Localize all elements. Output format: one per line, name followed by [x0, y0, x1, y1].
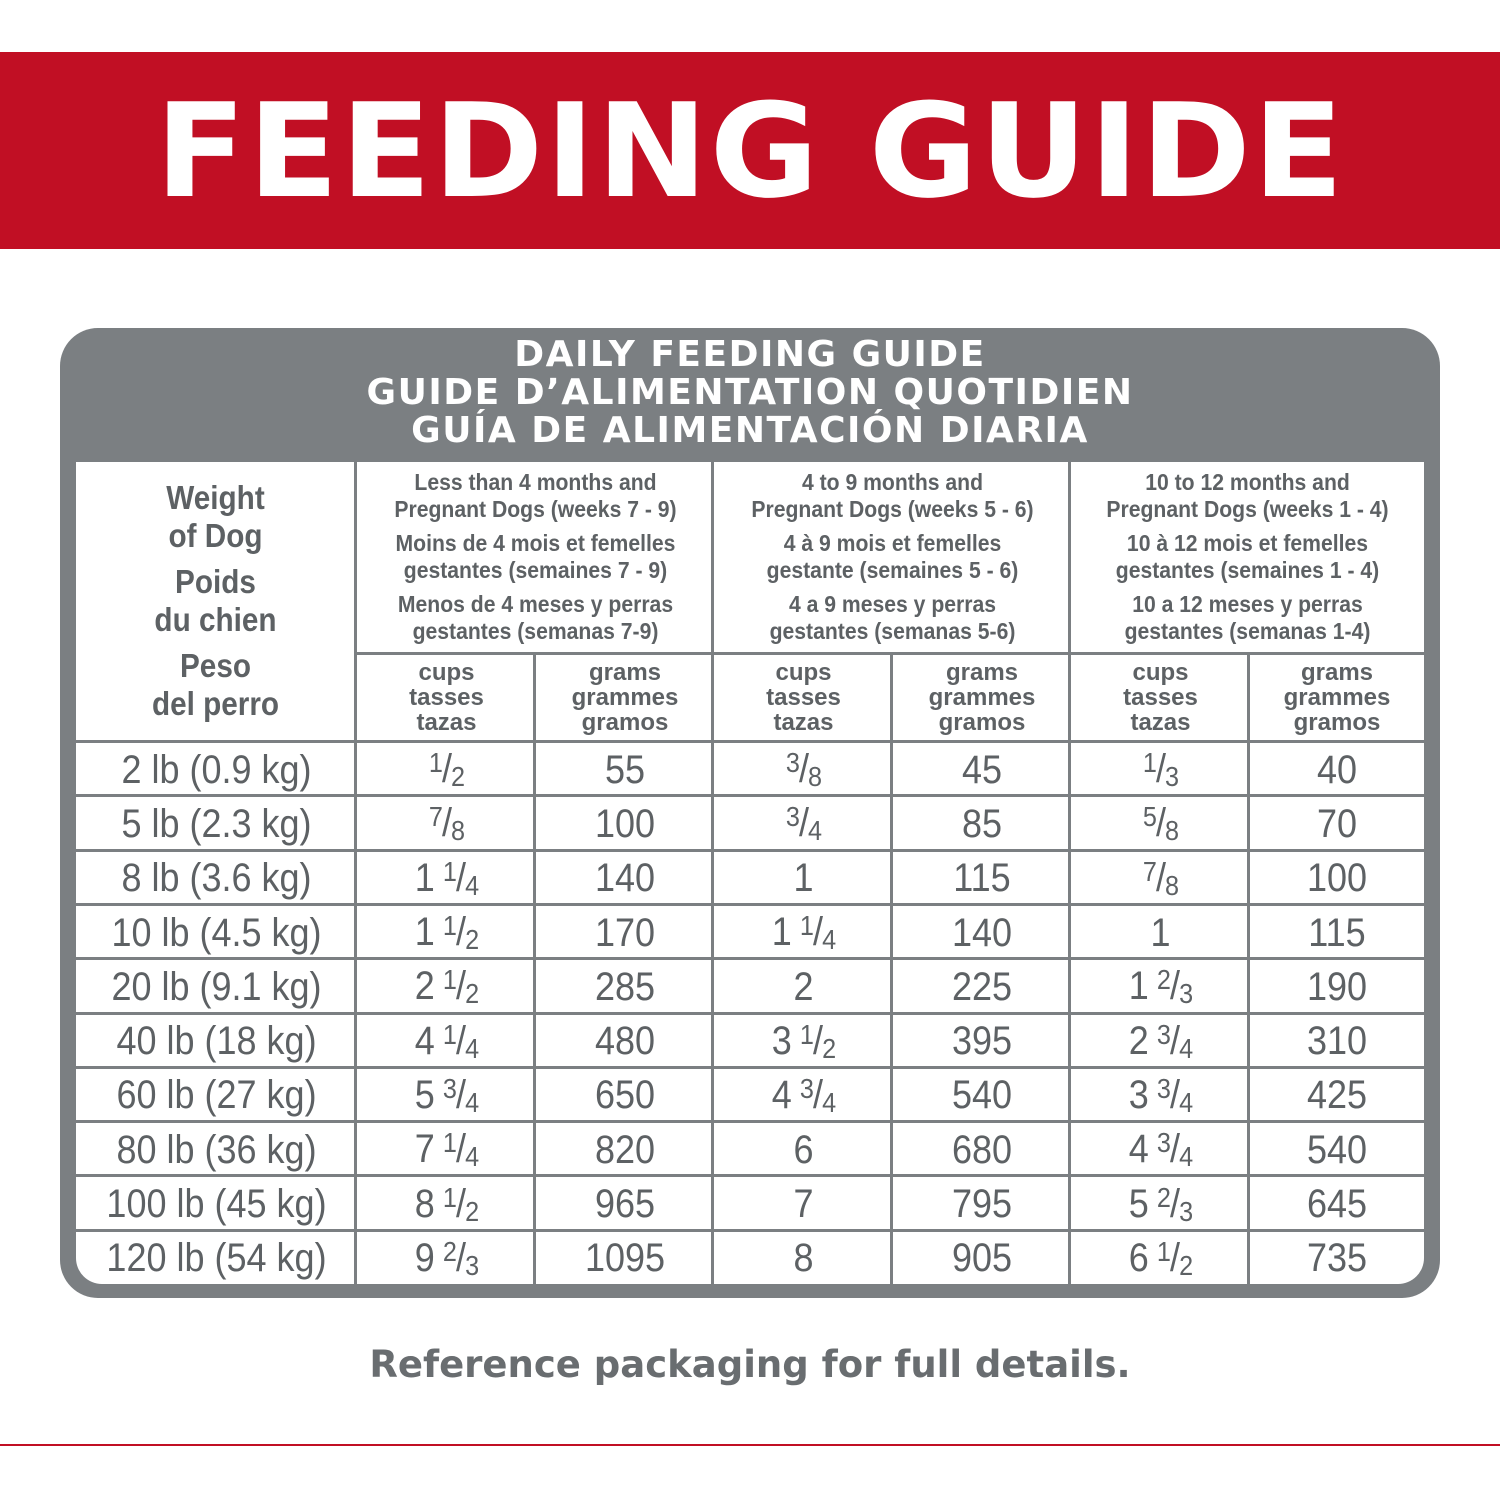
cups-cell: [366, 960, 527, 1014]
cups-fraction: 1 $^1$/4: [771, 910, 836, 956]
bottom-divider: [0, 1444, 1500, 1446]
weight-cell: 8 lb (3.6 kg): [121, 856, 312, 901]
grams-cell: 795: [951, 1182, 1013, 1227]
cups-fraction: 6 $^1$/2: [1128, 1235, 1193, 1281]
feeding-table: [76, 462, 1424, 1284]
cups-cell: 1: [1150, 910, 1171, 955]
grams-cell: 425: [1306, 1073, 1368, 1118]
grams-cell: 650: [594, 1073, 656, 1118]
cups-cell: 6: [793, 1127, 814, 1172]
grams-cell: 100: [1306, 856, 1368, 901]
cups-fraction: 5 $^3$/4: [414, 1072, 479, 1118]
table-row: [76, 852, 1424, 906]
cups-cell: [723, 797, 884, 851]
grams-cell: 55: [604, 747, 646, 792]
weight-header-fr-2: du chien: [154, 601, 277, 638]
cups-fraction: 4 $^3$/4: [1128, 1127, 1193, 1173]
cups-fraction: $^5$/8: [1142, 801, 1179, 847]
grams-cell: 905: [951, 1236, 1013, 1281]
grams-cell: 70: [1316, 801, 1358, 846]
table-row: [76, 1123, 1424, 1177]
row-divider: [76, 1120, 1424, 1123]
grams-header-1: [536, 655, 714, 740]
grams-cell: 965: [594, 1182, 656, 1227]
age-group-2-es-line-1: 4 a 9 meses y perras: [788, 591, 997, 617]
cups-fraction: 9 $^2$/3: [414, 1235, 479, 1281]
grams-cell: 100: [594, 801, 656, 846]
column-divider: [354, 462, 357, 1284]
age-group-3-es-line-1: 10 a 12 meses y perras: [1132, 591, 1363, 617]
column-divider: [1068, 462, 1071, 1284]
cups-cell: 8: [793, 1236, 814, 1281]
table-row: [76, 1015, 1424, 1069]
age-group-2-fr-line-2: gestante (semaines 5 - 6): [766, 557, 1019, 583]
weight-header-fr-1: Poids: [175, 563, 256, 600]
cups-cell: [366, 1015, 527, 1069]
cups-header-3-line-3: tazas: [1130, 709, 1191, 736]
age-group-2-es-line-2: gestantes (semanas 5-6): [769, 618, 1016, 644]
weight-cell: 5 lb (2.3 kg): [121, 801, 312, 846]
column-divider: [711, 462, 714, 1284]
table-row: [76, 960, 1424, 1014]
weight-column-header: [90, 462, 341, 740]
grams-cell: 310: [1306, 1019, 1368, 1064]
grams-cell: 40: [1316, 747, 1358, 792]
grams-header-3: [1250, 655, 1424, 740]
cups-fraction: 4 $^1$/4: [414, 1018, 479, 1064]
grams-header-2-line-3: gramos: [938, 709, 1026, 736]
grams-cell: 85: [961, 801, 1003, 846]
cups-cell: [1080, 960, 1241, 1014]
weight-cell: 2 lb (0.9 kg): [121, 747, 312, 792]
grams-cell: 645: [1306, 1182, 1368, 1227]
cups-fraction: 1 $^1$/4: [414, 855, 479, 901]
cups-cell: [723, 1069, 884, 1123]
cups-cell: [1080, 1232, 1241, 1284]
grams-header-3-line-2: grammes: [1283, 684, 1391, 711]
row-divider: [76, 1012, 1424, 1015]
cups-fraction: $^1$/2: [428, 747, 465, 793]
banner-title: FEEDING GUIDE: [154, 74, 1346, 227]
cups-header-2-line-2: tasses: [766, 684, 841, 711]
cups-cell: [366, 852, 527, 906]
cups-cell: [366, 743, 527, 797]
row-divider: [76, 1174, 1424, 1177]
cups-header-1-line-1: cups: [418, 659, 475, 686]
cups-fraction: $^3$/8: [785, 747, 822, 793]
cups-fraction: 3 $^1$/2: [771, 1018, 836, 1064]
grams-cell: 480: [594, 1019, 656, 1064]
grams-header-2-line-1: grams: [945, 659, 1019, 686]
cups-cell: [1080, 1123, 1241, 1177]
cups-fraction: $^7$/8: [1142, 855, 1179, 901]
table-row: [76, 906, 1424, 960]
cups-fraction: 1 $^1$/2: [414, 910, 479, 956]
row-divider: [76, 903, 1424, 906]
column-divider: [1247, 655, 1250, 1284]
weight-cell: 120 lb (54 kg): [106, 1236, 327, 1281]
age-group-3-en-line-2: Pregnant Dogs (weeks 1 - 4): [1106, 496, 1389, 522]
table-row: [76, 797, 1424, 851]
row-divider: [76, 740, 1424, 743]
grams-header-1-line-1: grams: [588, 659, 662, 686]
row-divider: [76, 1229, 1424, 1232]
column-divider: [890, 655, 893, 1284]
cups-header-1-line-2: tasses: [409, 684, 484, 711]
row-divider: [76, 849, 1424, 852]
grams-cell: 735: [1306, 1236, 1368, 1281]
row-divider: [76, 794, 1424, 797]
grams-cell: 140: [594, 856, 656, 901]
footnote: Reference packaging for full details.: [369, 1343, 1131, 1386]
cups-fraction: $^1$/3: [1142, 747, 1179, 793]
weight-header-en-1: Weight: [166, 479, 265, 516]
age-group-header-2: [728, 462, 1056, 652]
age-group-3-fr-line-1: 10 à 12 mois et femelles: [1126, 530, 1369, 556]
age-group-3-fr-line-2: gestantes (semaines 1 - 4): [1115, 557, 1380, 583]
age-group-1-es-line-1: Menos de 4 meses y perras: [397, 591, 674, 617]
weight-cell: 60 lb (27 kg): [116, 1073, 317, 1118]
age-group-2-en-line-1: 4 to 9 months and: [801, 469, 984, 495]
grams-cell: 45: [961, 747, 1003, 792]
table-row: [76, 1069, 1424, 1123]
grams-header-1-line-3: gramos: [581, 709, 669, 736]
cups-cell: [1080, 1177, 1241, 1231]
cups-cell: [723, 743, 884, 797]
grams-header-3-line-1: grams: [1300, 659, 1374, 686]
panel-title-line-fr: GUIDE D’ALIMENTATION QUOTIDIEN: [366, 372, 1134, 413]
panel-title-line-en: DAILY FEEDING GUIDE: [514, 334, 986, 375]
cups-header-3: [1071, 655, 1250, 740]
cups-fraction: 7 $^1$/4: [414, 1127, 479, 1173]
cups-cell: [366, 906, 527, 960]
cups-header-1-line-3: tazas: [416, 709, 477, 736]
row-divider: [76, 957, 1424, 960]
cups-cell: [723, 906, 884, 960]
cups-cell: [1080, 797, 1241, 851]
cups-fraction: 4 $^3$/4: [771, 1072, 836, 1118]
weight-cell: 10 lb (4.5 kg): [111, 910, 322, 955]
age-group-1-en-line-1: Less than 4 months and: [414, 469, 657, 495]
cups-cell: [366, 1069, 527, 1123]
cups-cell: [366, 1177, 527, 1231]
grams-cell: 115: [953, 856, 1011, 901]
grams-header-1-line-2: grammes: [571, 684, 679, 711]
grams-header-2: [893, 655, 1071, 740]
cups-cell: 1: [793, 856, 814, 901]
age-group-1-fr-line-1: Moins de 4 mois et femelles: [395, 530, 676, 556]
weight-header-en-2: of Dog: [168, 517, 263, 554]
cups-cell: [366, 1123, 527, 1177]
cups-cell: [366, 1232, 527, 1284]
cups-header-3-line-2: tasses: [1123, 684, 1198, 711]
grams-cell: 540: [1306, 1127, 1368, 1172]
age-group-2-fr-line-1: 4 à 9 mois et femelles: [783, 530, 1002, 556]
cups-cell: [1080, 1015, 1241, 1069]
weight-header-es-1: Peso: [179, 647, 251, 684]
panel-title: [60, 336, 1440, 450]
panel-title-line-es: GUÍA DE ALIMENTACIÓN DIARIA: [411, 410, 1089, 451]
age-group-header-3: [1085, 462, 1410, 652]
cups-cell: [723, 1015, 884, 1069]
cups-fraction: 8 $^1$/2: [414, 1181, 479, 1227]
cups-cell: [1080, 743, 1241, 797]
weight-cell: 80 lb (36 kg): [116, 1127, 317, 1172]
grams-cell: 1095: [584, 1236, 666, 1281]
grams-cell: 285: [594, 964, 656, 1009]
row-divider: [76, 1066, 1424, 1069]
age-group-1-fr-line-2: gestantes (semaines 7 - 9): [403, 557, 668, 583]
weight-cell: 40 lb (18 kg): [116, 1019, 317, 1064]
weight-header-es-2: del perro: [151, 685, 280, 722]
cups-cell: [366, 797, 527, 851]
grams-cell: 540: [951, 1073, 1013, 1118]
grams-cell: 170: [594, 910, 656, 955]
unit-header-divider: [354, 652, 1424, 655]
cups-header-2-line-1: cups: [775, 659, 832, 686]
cups-fraction: 2 $^3$/4: [1128, 1018, 1193, 1064]
grams-cell: 140: [951, 910, 1013, 955]
age-group-1-es-line-2: gestantes (semanas 7-9): [412, 618, 659, 644]
age-group-3-es-line-2: gestantes (semanas 1-4): [1124, 618, 1371, 644]
cups-fraction: $^7$/8: [428, 801, 465, 847]
cups-header-3-line-1: cups: [1132, 659, 1189, 686]
age-group-1-en-line-2: Pregnant Dogs (weeks 7 - 9): [394, 496, 677, 522]
cups-fraction: 3 $^3$/4: [1128, 1072, 1193, 1118]
cups-header-1: [357, 655, 536, 740]
table-row: [76, 743, 1424, 797]
cups-fraction: 1 $^2$/3: [1128, 964, 1193, 1010]
cups-cell: [1080, 1069, 1241, 1123]
grams-cell: 225: [951, 964, 1013, 1009]
age-group-header-1: [371, 462, 699, 652]
grams-cell: 190: [1306, 964, 1368, 1009]
grams-cell: 115: [1308, 910, 1366, 955]
feeding-guide-banner: [0, 52, 1500, 249]
table-row: [76, 1232, 1424, 1284]
age-group-2-en-line-2: Pregnant Dogs (weeks 5 - 6): [751, 496, 1034, 522]
grams-cell: 680: [951, 1127, 1013, 1172]
age-group-3-en-line-1: 10 to 12 months and: [1145, 469, 1350, 495]
weight-cell: 100 lb (45 kg): [106, 1182, 327, 1227]
grams-cell: 820: [594, 1127, 656, 1172]
cups-cell: 7: [793, 1182, 814, 1227]
grams-header-2-line-2: grammes: [928, 684, 1036, 711]
grams-header-3-line-3: gramos: [1293, 709, 1381, 736]
cups-fraction: $^3$/4: [785, 801, 822, 847]
cups-cell: 2: [793, 964, 814, 1009]
grams-cell: 395: [951, 1019, 1013, 1064]
cups-header-2-line-3: tazas: [773, 709, 834, 736]
cups-header-2: [714, 655, 893, 740]
cups-cell: [1080, 852, 1241, 906]
table-row: [76, 1177, 1424, 1231]
weight-cell: 20 lb (9.1 kg): [111, 964, 322, 1009]
cups-fraction: 2 $^1$/2: [414, 964, 479, 1010]
cups-fraction: 5 $^2$/3: [1128, 1181, 1193, 1227]
column-divider: [533, 655, 536, 1284]
